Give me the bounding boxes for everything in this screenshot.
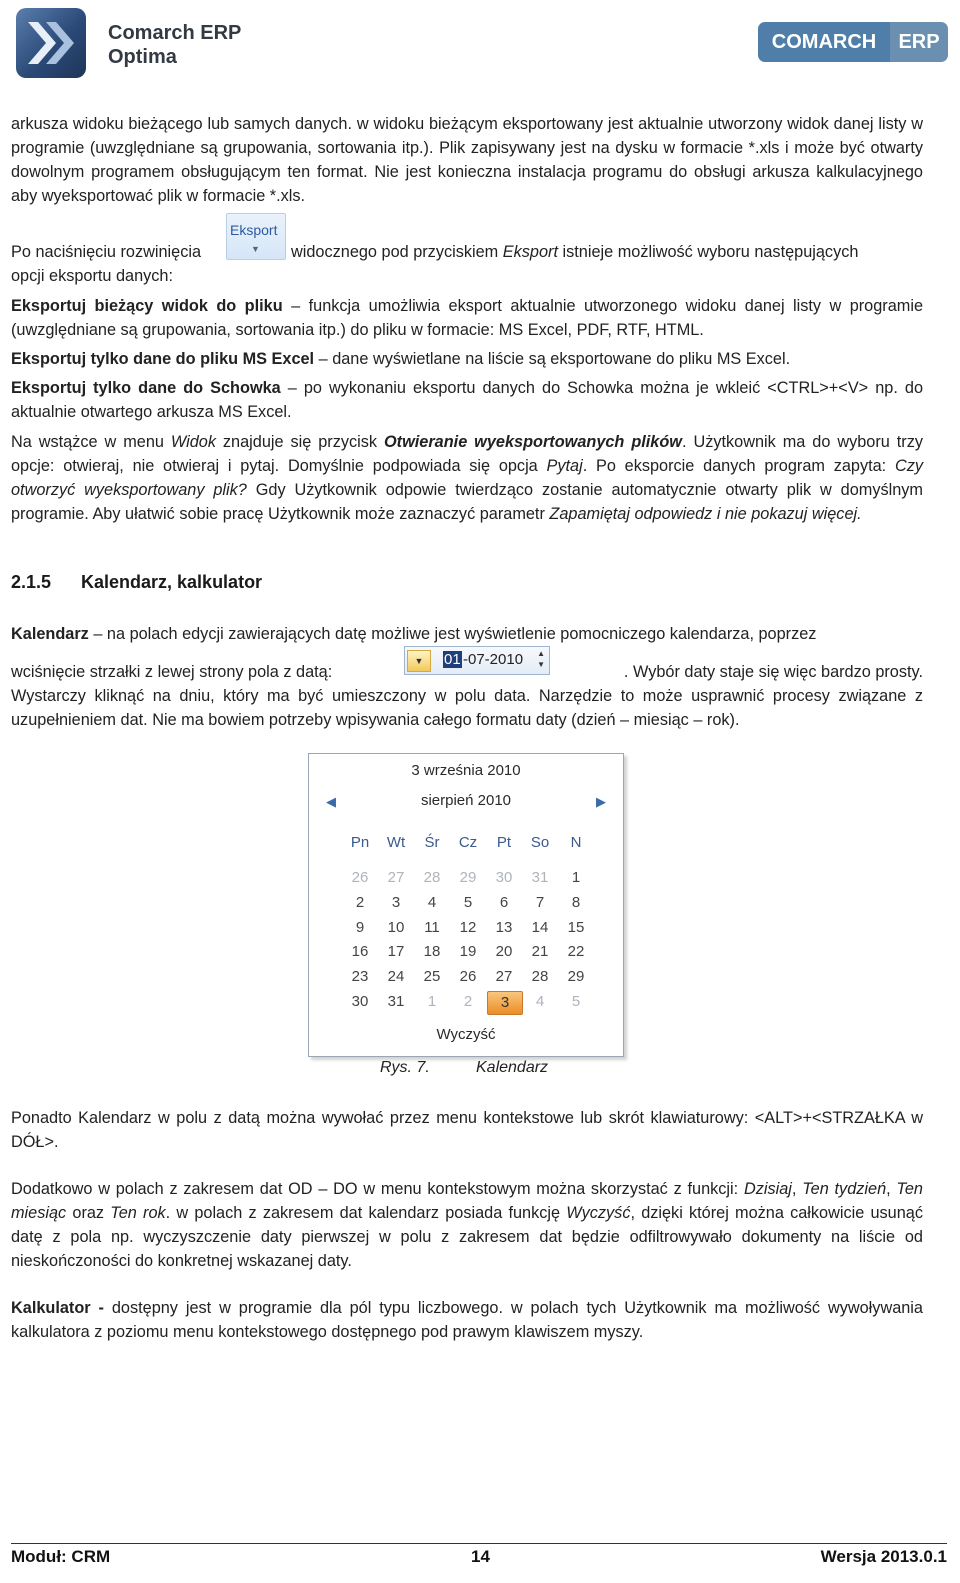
calendar-day[interactable]: 29	[459, 869, 477, 886]
calendar-day[interactable]: 27	[495, 968, 513, 985]
paragraph-dropdown-before: Po naciśnięciu rozwinięcia	[11, 243, 202, 261]
text-fragment: Gdy Użytkownik odpowie twierdząco zostanie automatycznie otwarty plik w domyślnym programie. Aby ułatwić sobie pracę Użytkownik może zaznaczyć parametr	[11, 481, 923, 523]
term-bold: Kalendarz	[11, 625, 89, 643]
footer-page-number: 14	[471, 1547, 490, 1566]
eksport-button[interactable]	[226, 213, 286, 260]
calendar-dropdown-button[interactable]: ▼	[407, 650, 431, 672]
option-description: – po wykonaniu eksportu danych do Schowka można je wkleić <CTRL>+<V> np. do aktualnie otwartego arkusza MS Excel.	[11, 379, 924, 421]
text-fragment: znajduje się przycisk	[215, 433, 384, 451]
calendar-popup	[308, 753, 624, 1057]
calendar-day[interactable]: 6	[499, 894, 509, 911]
calendar-day[interactable]: 8	[571, 894, 581, 911]
section-title: Kalendarz, kalkulator	[81, 572, 263, 592]
date-rest: -07-2010	[463, 651, 524, 668]
calendar-day[interactable]: 10	[387, 919, 405, 936]
date-day-selected: 01	[444, 651, 461, 668]
text-fragment: – na polach edycji zawierających datę możliwe jest wyświetlenie pomocniczego kalendarza, poprzez	[88, 625, 817, 643]
calendar-day[interactable]: 30	[495, 869, 513, 886]
text-fragment: istnieje możliwość wyboru następujących	[562, 243, 859, 261]
date-field[interactable]	[404, 646, 550, 675]
calendar-day[interactable]: 17	[387, 943, 405, 960]
text-fragment-italic: Pytaj	[546, 457, 583, 475]
calendar-day[interactable]: 1	[427, 993, 437, 1010]
text-fragment: . Użytkownik ma do wyboru trzy opcje: otwieraj, nie otwieraj i pytaj. Domyślnie podpowiada się opcja	[11, 433, 923, 475]
text-fragment-italic: Ten miesiąc	[11, 1180, 923, 1222]
eksport-button-label: Eksport	[230, 222, 278, 238]
text-fragment-italic: Ten tydzień	[802, 1180, 887, 1198]
figure-title: Kalendarz	[476, 1059, 549, 1076]
calendar-day[interactable]: 2	[355, 894, 365, 911]
calendar-day[interactable]: 27	[387, 869, 405, 886]
weekday-header: So	[530, 834, 550, 851]
option-export-current-view	[11, 294, 923, 342]
text-fragment: ,	[791, 1180, 803, 1198]
option-description: – funkcja umożliwia eksport aktualnie utworzonego widoku danej listy w programie (uwzględniane są grupowania, sortowania itp.) do pliku w formacie: MS Excel, PDF, RTF, HTML.	[11, 297, 924, 339]
calendar-day[interactable]: 4	[535, 993, 545, 1010]
text-fragment-italic: Dzisiaj	[743, 1180, 792, 1198]
footer-module: Moduł: CRM	[11, 1547, 111, 1566]
text-fragment-italic: Wyczyść	[566, 1204, 631, 1222]
calendar-day[interactable]: 12	[459, 919, 477, 936]
text-fragment-italic: Ten rok	[110, 1204, 166, 1222]
paragraph-calendar-rest: Wystarczy kliknąć na dniu, który ma być umieszczony w polu data. Narzędzie to może usprawnić procesy związane z uzupełnieniem dat. Nie ma bowiem potrzeby wpisywania całego formatu daty (dzień – miesiąc – rok).	[11, 687, 923, 729]
paragraph-calendar-line2-after: . Wybór daty staje się więc bardzo prosty.	[623, 663, 923, 681]
section-heading	[11, 572, 262, 593]
paragraph-ribbon	[11, 430, 923, 526]
calendar-today[interactable]: 3 września 2010	[411, 762, 521, 779]
text-fragment: . w polach z zakresem dat kalendarz posiada funkcję	[165, 1204, 567, 1222]
optima-emblem-icon	[16, 8, 86, 78]
footer-version: Wersja 2013.0.1	[820, 1547, 947, 1566]
option-title: Eksportuj bieżący widok do pliku	[11, 297, 283, 315]
calendar-day[interactable]: 4	[427, 894, 437, 911]
calendar-day[interactable]: 14	[531, 919, 549, 936]
text-fragment-italic: Czy otworzyć wyeksportowany plik?	[11, 457, 923, 499]
paragraph-calendar-line2-before: wciśnięcie strzałki z lewej strony pola z datą:	[11, 663, 333, 681]
option-description: – dane wyświetlane na liście są eksportowane do pliku MS Excel.	[314, 350, 791, 368]
text-fragment: . Po eksporcie danych program zapyta:	[582, 457, 895, 475]
footer-divider	[11, 1543, 947, 1544]
calendar-day[interactable]: 5	[571, 993, 581, 1010]
calendar-day[interactable]: 29	[567, 968, 585, 985]
option-export-excel	[11, 347, 923, 371]
calendar-day[interactable]: 26	[351, 869, 369, 886]
calendar-day[interactable]: 20	[495, 943, 513, 960]
paragraph-date-range	[11, 1177, 923, 1273]
brand-line-2: Optima	[108, 46, 177, 68]
comarch-wordmark: COMARCH	[758, 22, 890, 62]
calendar-day[interactable]: 21	[531, 943, 549, 960]
text-fragment: oraz	[66, 1204, 111, 1222]
weekday-header: Wt	[386, 834, 406, 851]
comarch-erp-logo	[758, 22, 948, 62]
calendar-day[interactable]: 26	[459, 968, 477, 985]
calendar-day[interactable]: 3	[487, 991, 523, 1015]
option-title: Eksportuj tylko dane do Schowka	[11, 379, 281, 397]
text-fragment-italic: Zapamiętaj odpowiedz i nie pokazuj więcej.	[549, 505, 862, 523]
text-fragment: Dodatkowo w polach z zakresem dat OD – DO w menu kontekstowym można skorzystać z funkcji:	[11, 1180, 744, 1198]
calendar-day[interactable]: 9	[355, 919, 365, 936]
text-fragment: widocznego pod przyciskiem	[291, 243, 499, 261]
calendar-day[interactable]: 30	[351, 993, 369, 1010]
weekday-header: Śr	[424, 834, 440, 851]
calendar-day[interactable]: 19	[459, 943, 477, 960]
calendar-day[interactable]: 22	[567, 943, 585, 960]
option-export-clipboard	[11, 376, 923, 424]
calendar-day[interactable]: 31	[387, 993, 405, 1010]
calendar-day[interactable]: 24	[387, 968, 405, 985]
calendar-day[interactable]: 5	[463, 894, 473, 911]
erp-tag: ERP	[890, 22, 948, 62]
dropdown-arrow-icon: ▼	[251, 244, 260, 254]
paragraph-shortcut: Ponadto Kalendarz w polu z datą można wywołać przez menu kontekstowe lub skrót klawiaturowy: <ALT>+<STRZAŁKA w DÓŁ>.	[11, 1109, 923, 1151]
weekday-header: Cz	[458, 834, 478, 851]
text-fragment: ,	[886, 1180, 897, 1198]
brand-line-1: Comarch ERP	[108, 22, 242, 44]
calendar-day[interactable]: 28	[423, 869, 441, 886]
next-month-icon[interactable]: ▶	[596, 794, 606, 809]
calendar-day[interactable]: 1	[571, 869, 581, 886]
paragraph-dropdown-after	[291, 240, 923, 264]
term-bold: Kalkulator -	[11, 1299, 104, 1317]
spin-arrows-icon[interactable]: ▲ ▼	[537, 649, 545, 669]
calendar-day[interactable]: 16	[351, 943, 369, 960]
calendar-day[interactable]: 25	[423, 968, 441, 985]
text-fragment: dostępny jest w programie dla pól typu liczbowego. w polach tych Użytkownik ma możliwość wywoływania kalkulatora z poziomu menu kontekstowego dostępnego pod prawym klawiszem myszy.	[11, 1299, 923, 1341]
previous-month-icon[interactable]: ◀	[326, 794, 336, 809]
paragraph-dropdown-line2: opcji eksportu danych:	[11, 267, 174, 285]
calendar-day[interactable]: 7	[535, 894, 545, 911]
calendar-day[interactable]: 2	[463, 993, 473, 1010]
calendar-day[interactable]: 28	[531, 968, 549, 985]
calendar-day[interactable]: 11	[424, 919, 440, 936]
paragraph-export-intro: arkusza widoku bieżącego lub samych danych. w widoku bieżącym eksportowany jest aktualnie utworzony widok danej listy w programie (uwzględniane są grupowania, sortowania itp.). Plik zapisywany jest na dysku w formacie *.xls i może być otwarty dowolnym programem obsługującym ten format. Nie jest konieczna instalacja programu do obsługi arkusza kalkulacyjnego aby wyeksportować plik w formacie *.xls.	[11, 115, 923, 205]
paragraph-calculator	[11, 1296, 923, 1344]
calendar-day[interactable]: 15	[567, 919, 585, 936]
calendar-month-title[interactable]: sierpień 2010	[420, 792, 512, 809]
calendar-day[interactable]: 31	[531, 869, 549, 886]
calendar-day[interactable]: 3	[391, 894, 401, 911]
text-fragment: Na wstążce w menu	[11, 433, 171, 451]
calendar-day[interactable]: 18	[423, 943, 441, 960]
comarch-erp-optima-logo	[16, 8, 256, 80]
paragraph-calendar-line1	[11, 622, 923, 646]
option-title: Eksportuj tylko dane do pliku MS Excel	[11, 350, 315, 368]
figure-label: Rys. 7.	[380, 1059, 430, 1076]
weekday-header: Pt	[496, 834, 512, 851]
text-fragment-bold-italic: Otwieranie wyeksportowanych plików	[384, 433, 682, 451]
calendar-day[interactable]: 13	[495, 919, 513, 936]
text-fragment-italic: Eksport	[502, 243, 558, 261]
calendar-day[interactable]: 23	[351, 968, 369, 985]
section-number: 2.1.5	[11, 572, 52, 592]
text-fragment: , dzięki której można całkowicie usunąć datę z pola np. wyczyszczenie daty pierwszej w polu z zakresem dat będzie odfiltrowywało dokumenty na liście od nieskończoności do konkretnej wskazanej daty.	[11, 1204, 923, 1270]
weekday-header: Pn	[350, 834, 370, 851]
text-fragment-italic: Widok	[170, 433, 216, 451]
weekday-header: N	[570, 834, 582, 851]
calendar-clear-button[interactable]: Wyczyść	[436, 1026, 496, 1043]
